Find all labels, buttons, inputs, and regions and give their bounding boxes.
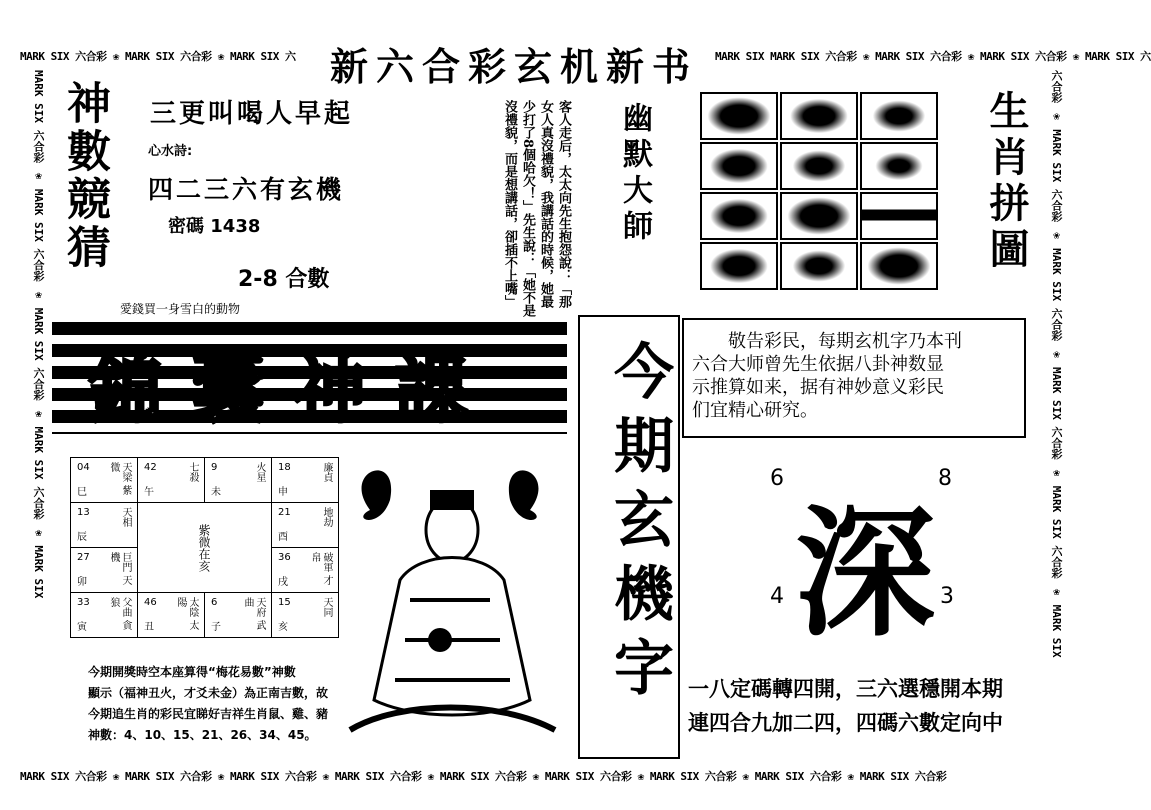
code-label: 密碼 [168,216,204,237]
chart-cell: 15 亥 天同 [272,593,339,638]
page-title: 新六合彩玄机新书 [330,44,699,89]
chart-cell: 33 寅 父曲 貪狼 [71,593,138,638]
riddle-line1: 三更叫喝人早起 [150,99,354,129]
notice-text: 敬告彩民，每期玄机字乃本刊 六合大师曾先生依据八卦神数显 示推算如来，据有神妙意义彩民 们宜精心研究。 [692,331,962,421]
he-shu: 2-8 合數 [238,267,330,292]
chart-cell: 46 丑 太陰 太陽 [138,593,205,638]
chart-cell: 27 卯 巨門 天機 [71,548,138,593]
mystery-num-bl: 4 [770,584,784,609]
hint-text: 一八定碼轉四開，三六選穩開本期 連四合九加二四，四碼六數定向中 [688,677,1003,735]
humor-text: 客人走后，太太向先生抱怨說：「那女人真沒禮貌，我講話的時候，她最少打了8個哈欠！」先生說：「她不是沒禮貌，而是想講話，卻插不上嘴」 [502,100,571,318]
top-border-left: MARK SIX 六合彩 ❀ MARK SIX 六合彩 ❀ MARK SIX 六 [20,50,296,63]
code-row [168,212,260,238]
code-value: 1438 [210,216,261,237]
shen-shu-heading: 神數競猜 [59,80,110,272]
chart-cell: 04 巳 天梁 紫微 [71,458,138,503]
chart-cell: 36 戌 破軍 才帛 [272,548,339,593]
chart-cell: 6 子 天府 武曲 [205,593,272,638]
humor-title: 幽默大師 [617,102,652,246]
chart-cell: 18 申 廉貞 [272,458,339,503]
guide-text: 今期開獎時空本座算得“梅花易數”神數 顯示（福神丑火，才爻未金）為正南吉數，故 今期追生肖的彩民宜睇好吉祥生肖鼠、雞、豬 神數：4、10、15、21、26、34、45。 [88,665,329,742]
riddle-line2: 四二三六有玄機 [148,175,345,204]
mystery-num-br: 3 [940,584,954,609]
chart-center: 紫微在亥 [138,503,272,593]
bottom-border: MARK SIX 六合彩 ❀ MARK SIX 六合彩 ❀ MARK SIX 六合彩 ❀ MARK SIX 六合彩 ❀ MARK SIX 六合彩 ❀ MARK SIX 六合彩 ❀ MARK SIX 六合彩 ❀ MARK SIX 六合彩 ❀ MARK SIX 六合彩 [20,770,947,783]
chart-cell: 13 辰 天相 [71,503,138,548]
riddle-label: 心水詩: [148,144,193,159]
right-border: 六合彩 ❀ MARK SIX 六合彩 ❀ MARK SIX 六合彩 ❀ MARK SIX 六合彩 ❀ MARK SIX 六合彩 ❀ MARK SIX [1050,70,1063,658]
mystery-num-tl: 6 [770,466,784,491]
chart-cell: 42 午 七殺 [138,458,205,503]
mystery-num-tr: 8 [938,466,952,491]
chart-cell: 21 酉 地劫 [272,503,339,548]
deity-illustration [340,450,565,750]
ziwei-chart [70,457,339,638]
chart-cell: 9 未 火星 [205,458,272,503]
top-border-right: MARK SIX MARK SIX 六合彩 ❀ MARK SIX 六合彩 ❀ MARK SIX 六合彩 ❀ MARK SIX 六 [715,50,1151,63]
zodiac-puzzle-title: 生肖拼圖 [983,90,1030,274]
riddle-note: 愛錢買一身雪白的動物 [120,302,241,316]
jinqi-title: 今期玄機字 [604,340,674,710]
jinnang-title: 錦囊神課 [90,347,499,432]
left-border: MARK SIX 六合彩 ❀ MARK SIX 六合彩 ❀ MARK SIX 六合彩 ❀ MARK SIX 六合彩 ❀ MARK SIX [32,70,45,599]
mystery-character: 深 [795,492,936,656]
